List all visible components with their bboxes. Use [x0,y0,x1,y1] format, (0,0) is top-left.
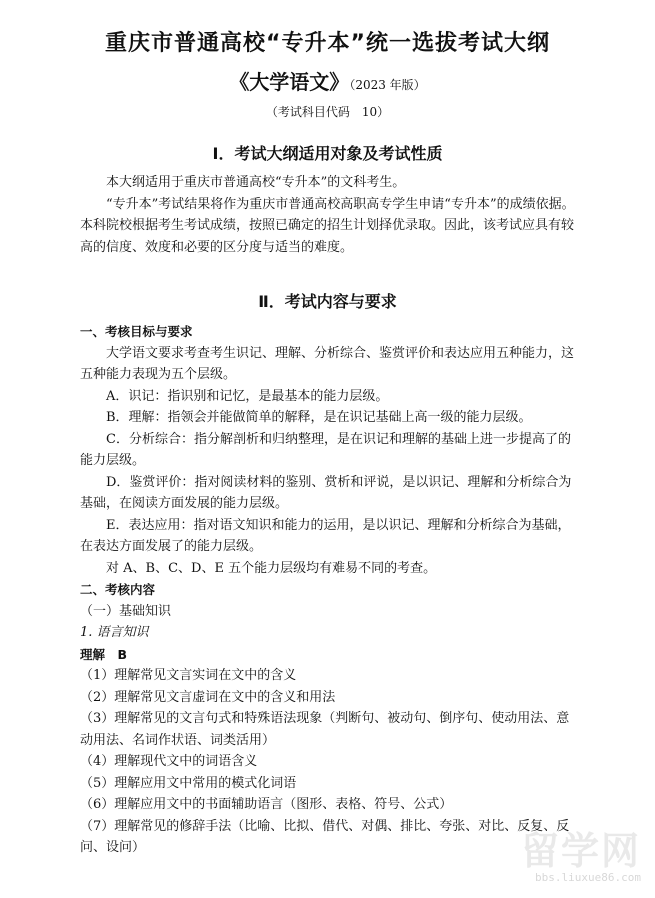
watermark-brand: 留学网 [520,829,641,873]
edition-label: （2023 年版） [349,78,426,92]
level-e: E．表达应用：指对语文知识和能力的运用，是以识记、理解和分析综合为基础，在表达方面发展了的能力层级。 [80,517,571,554]
section1-body [80,172,577,258]
section1-paragraph-2: “专升本”考试结果将作为重庆市普通高校高职高专学生申请“专升本”的成绩依据。本科院校根据考生考试成绩，按照已确定的招生计划择优录取。因此，该考试应具有较高的信度、效度和必要的区分度与适当的难度。 [80,196,575,255]
list-item: （7）理解常见的修辞手法（比喻、比拟、借代、对偶、排比、夸张、对比、反复、反问、设问） [80,818,570,855]
level-label: 理解 B [80,646,128,662]
section1-paragraph-1: 本大纲适用于重庆市普通高校“专升本”的文科考生。 [106,175,406,190]
level-d: D．鉴赏评价：指对阅读材料的鉴别、赏析和评说，是以识记、理解和分析综合为基础，在阅读方面发展的能力层级。 [80,474,572,511]
goals-intro: 大学语文要求考查考生识记、理解、分析综合、鉴赏评价和表达应用五种能力，这五种能力表现为五个层级。 [80,345,575,382]
topic-language-knowledge: 1. 语言知识 [80,625,149,640]
levels-note: 对 A、B、C、D、E 五个能力层级均有难易不同的考查。 [106,560,437,576]
list-item: （1）理解常见文言实词在文中的含义 [80,668,297,683]
list-item: （2）理解常见文言虚词在文中的含义和用法 [80,689,336,705]
subject-code: （考试科目代码 10） [265,105,390,119]
list-item: （4）理解现代文中的词语含义 [80,754,258,769]
document-title: 重庆市普通高校“专升本”统一选拔考试大纲 [105,31,550,56]
subsection-goals-heading: 一、考核目标与要求 [80,324,193,339]
level-a: A．识记：指识别和记忆，是最基本的能力层级。 [106,388,389,404]
section2-body [80,321,577,859]
section1-heading: Ⅰ．考试大纲适用对象及考试性质 [212,144,443,163]
list-item: （5）理解应用文中常用的模式化词语 [80,775,297,791]
watermark-logo [521,831,641,884]
subject-name: 《大学语文》 [229,70,350,94]
list-item: （3）理解常见的文言句式和特殊语法现象（判断句、被动句、倒序句、使动用法、意动用法、名词作状语、词类活用） [80,711,570,748]
watermark-url: bbs.liuxue86.com [535,871,641,884]
document-subtitle [0,66,655,95]
level-b: B．理解：指领会并能做简单的解释，是在识记基础上高一级的能力层级。 [106,410,532,425]
subsection-content-heading: 二、考核内容 [80,582,156,597]
level-c: C．分析综合：指分解剖析和归纳整理，是在识记和理解的基础上进一步提高了的能力层级。 [80,431,571,468]
list-item: （6）理解应用文中的书面辅助语言（图形、表格、符号、公式） [80,797,453,812]
section2-heading: Ⅱ．考试内容与要求 [258,292,397,311]
part-basic-knowledge: （一）基础知识 [80,603,172,619]
